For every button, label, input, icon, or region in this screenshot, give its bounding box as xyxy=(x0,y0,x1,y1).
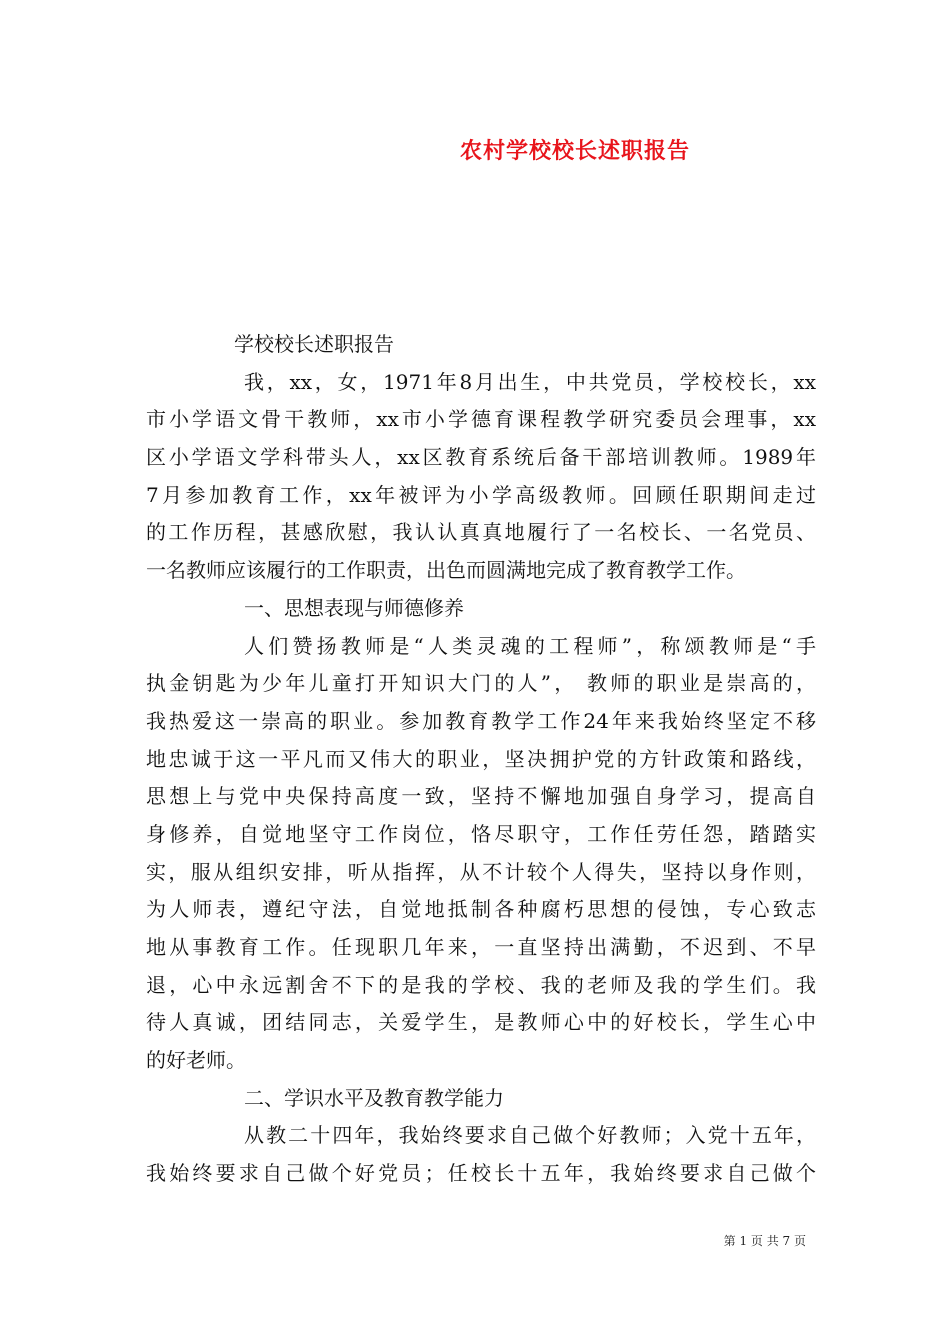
body-text-line: 7月参加教育工作，xx年被评为小学高级教师。回顾任职期间走过 xyxy=(146,482,816,507)
body-text-line: 从教二十四年，我始终要求自己做个好教师；入党十五年， xyxy=(244,1123,816,1148)
section-heading: 二、学识水平及教育教学能力 xyxy=(244,1085,504,1110)
body-text-line: 身修养，自觉地坚守工作岗位，恪尽职守，工作任劳任怨，踏踏实 xyxy=(146,821,816,846)
document-body xyxy=(146,326,816,1193)
body-text-line: 地从事教育工作。任现职几年来，一直坚持出满勤，不迟到、不早 xyxy=(146,935,816,959)
body-text-line: 我，xx，女，1971年8月出生，中共党员，学校校长，xx xyxy=(244,369,816,394)
body-text-line: 退，心中永远割舍不下的是我的学校、我的老师及我的学生们。我 xyxy=(146,972,816,997)
section-heading: 一、思想表现与师德修养 xyxy=(244,595,464,620)
body-text-line: 人们赞扬教师是“人类灵魂的工程师”，称颂教师是“手 xyxy=(244,633,816,658)
page-footer: 第 1 页 共 7 页 xyxy=(723,1234,806,1248)
body-text-line: 执金钥匙为少年儿童打开知识大门的人”， 教师的职业是崇高的， xyxy=(146,671,816,696)
document-title xyxy=(0,134,950,165)
body-text-line: 的工作历程，甚感欣慰，我认认真真地履行了一名校长、一名党员、 xyxy=(146,520,816,545)
body-text-line: 地忠诚于这一平凡而又伟大的职业，坚决拥护党的方针政策和路线， xyxy=(146,746,816,771)
body-text-line: 为人师表，遵纪守法，自觉地抵制各种腐朽思想的侵蚀，专心致志 xyxy=(146,897,816,922)
body-text-line: 我始终要求自己做个好党员；任校长十五年，我始终要求自己做个 xyxy=(146,1161,816,1186)
body-text-line: 区小学语文学科带头人，xx区教育系统后备干部培训教师。1989年 xyxy=(146,445,816,470)
body-text-line: 思想上与党中央保持高度一致，坚持不懈地加强自身学习，提高自 xyxy=(146,784,816,809)
report-subtitle: 学校校长述职报告 xyxy=(234,332,394,356)
document-title-text: 农村学校校长述职报告 xyxy=(459,138,690,164)
body-text-line: 的好老师。 xyxy=(146,1048,246,1073)
body-text-line: 市小学语文骨干教师，xx市小学德育课程教学研究委员会理事，xx xyxy=(146,407,816,432)
body-text-line: 一名教师应该履行的工作职责，出色而圆满地完成了教育教学工作。 xyxy=(146,558,746,583)
body-text-line: 待人真诚，团结同志，关爱学生，是教师心中的好校长，学生心中 xyxy=(146,1010,816,1035)
body-text-line: 实，服从组织安排，听从指挥，从不计较个人得失，坚持以身作则， xyxy=(146,859,816,884)
body-text-line: 我热爱这一崇高的职业。参加教育教学工作24年来我始终坚定不移 xyxy=(146,708,816,733)
